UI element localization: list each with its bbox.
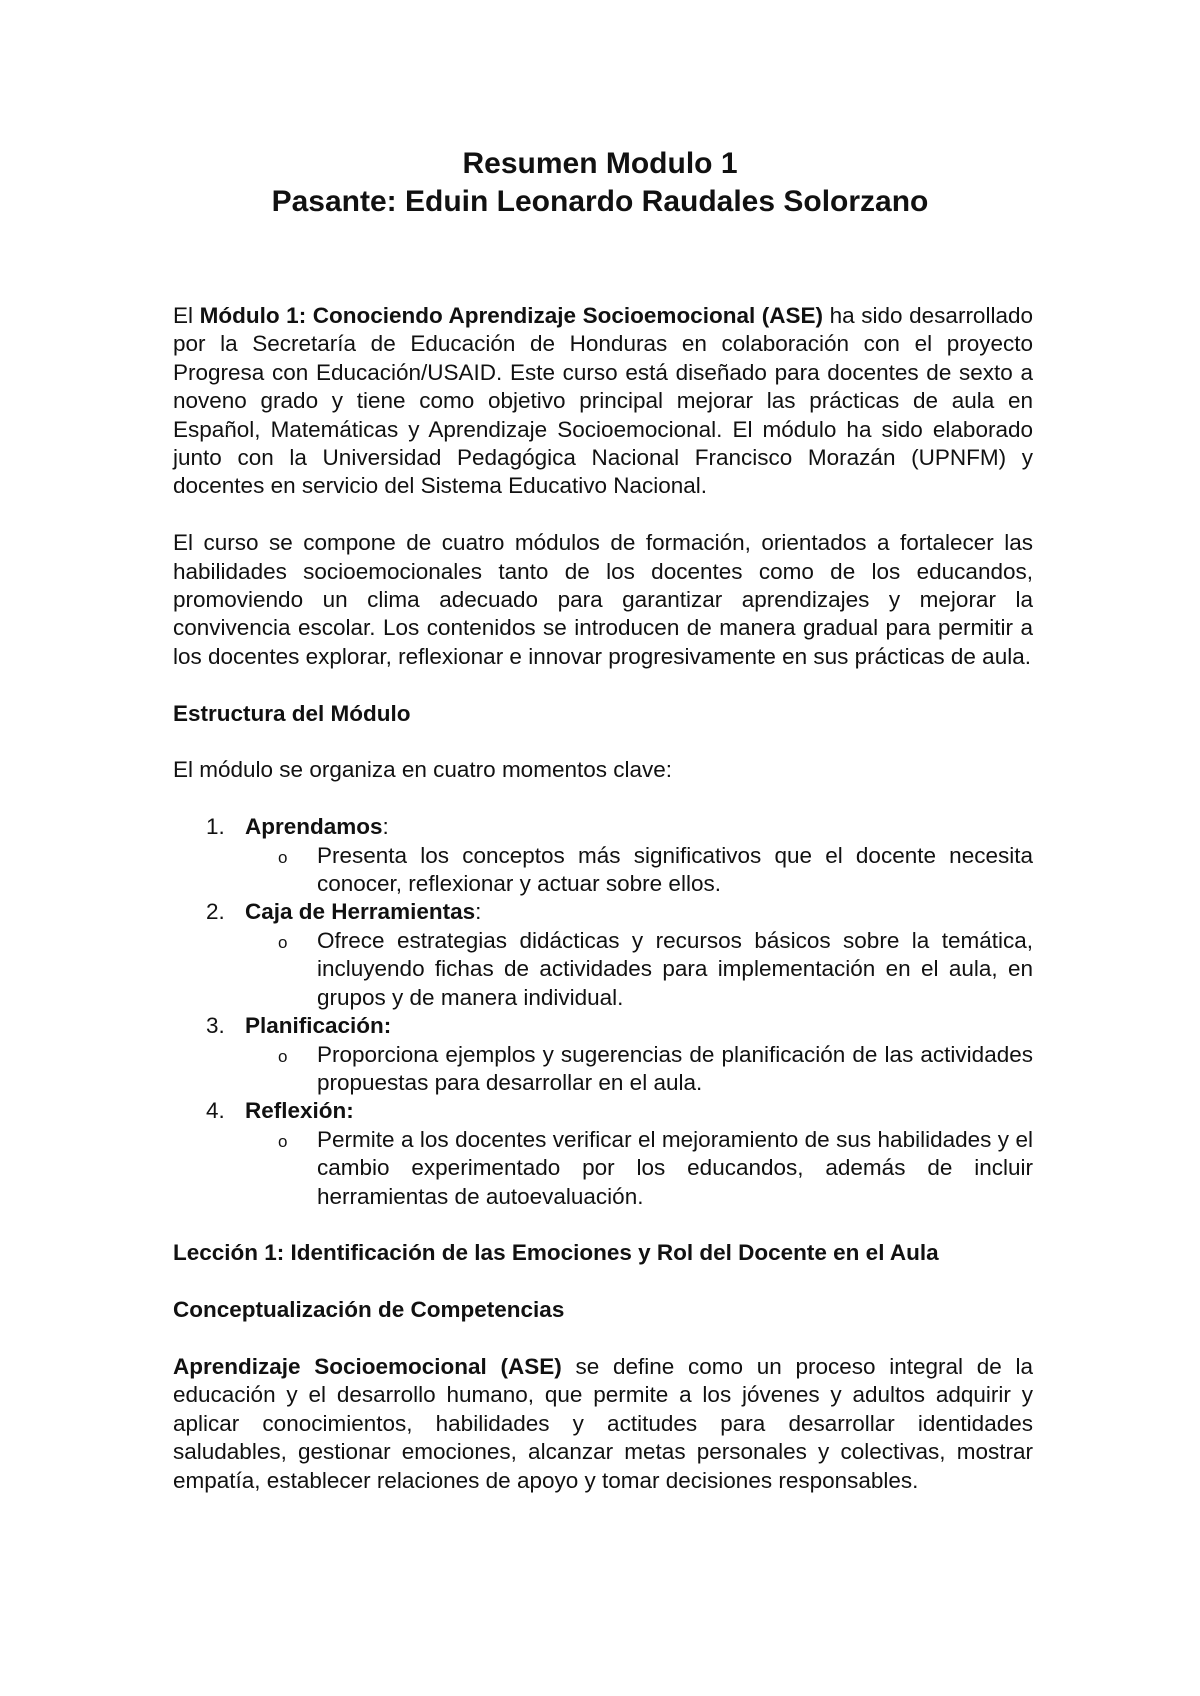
list-item-label: Planificación: [245,1013,392,1039]
list-item [173,1012,1033,1097]
document-title: Resumen Modulo 1 [462,147,738,180]
sub-list-item [245,1126,1033,1211]
sub-list-item-text: Permite a los docentes verificar el mejoramiento de sus habilidades y el cambio experimentado por los educandos, además de incluir herramientas de autoevaluación. [317,1126,1033,1209]
course-paragraph: El curso se compone de cuatro módulos de formación, orientados a fortalecer las habilidades socioemocionales tanto de los docentes como de los educandos, promoviendo un clima adecuado para garantizar aprendizajes y mejorar la convivencia escolar. Los contenidos se introducen de manera gradual para permitir a los docentes explorar, reflexionar e innovar progresivamente en sus prácticas de aula. [173,530,1033,669]
definition-paragraph [173,1353,1033,1495]
competencies-heading: Conceptualización de Competencias [173,1297,565,1323]
list-item-label: Reflexión: [245,1098,354,1124]
intro-lead: El [173,303,200,328]
intro-rest: ha sido desarrollado por la Secretaría de Educación de Honduras en colaboración con el proyecto Progresa con Educación/USAID. Este curso está diseñado para docentes de sexto a noveno grado y tiene como objetivo principal mejorar las prácticas de aula en Español, Matemáticas y Aprendizaje Socioemocional. El módulo ha sido elaborado junto con la Universidad Pedagógica Nacional Francisco Morazán (UPNFM) y docentes en servicio del Sistema Educativo Nacional. [173,303,1033,499]
sub-list-item [245,842,1033,899]
document-subtitle: Pasante: Eduin Leonardo Raudales Solorzano [271,185,929,218]
sub-list-item [245,927,1033,1012]
sub-list-item-text: Presenta los conceptos más significativos que el docente necesita conocer, reflexionar y actuar sobre ellos. [317,842,1033,897]
list-item-label: Aprendamos [245,814,383,840]
circle-bullet-icon: o [278,932,288,952]
intro-module-name: Módulo 1: Conociendo Aprendizaje Socioemocional (ASE) [199,303,824,328]
sub-list-item-text: Proporciona ejemplos y sugerencias de planificación de las actividades propuestas para desarrollar en el aula. [317,1041,1033,1095]
sub-list [245,927,1033,1012]
list-item [173,898,1033,1012]
structure-heading: Estructura del Módulo [173,700,411,726]
list-item [173,813,1033,898]
definition-text: se define como un proceso integral de la educación y el desarrollo humano, que permite a los jóvenes y adultos adquirir y aplicar conocimientos, habilidades y actitudes para desarrollar identidades saludables, gestionar emociones, alcanzar metas personales y colectivas, mostrar empatía, establecer relaciones de apoyo y tomar decisiones responsables. [173,1353,1033,1493]
intro-paragraph [173,302,1033,501]
list-item-number: 3. [206,1013,225,1039]
sub-list [245,1041,1033,1098]
list-item-suffix: : [475,899,482,925]
lesson-heading: Lección 1: Identificación de las Emociones y Rol del Docente en el Aula [173,1240,939,1266]
circle-bullet-icon: o [278,1046,288,1066]
list-item-number: 4. [206,1098,225,1124]
structure-intro: El módulo se organiza en cuatro momentos clave: [173,757,673,783]
list-item-number: 2. [206,899,225,925]
list-item-suffix: : [382,814,389,840]
list-item-number: 1. [206,814,225,840]
circle-bullet-icon: o [278,847,288,867]
list-item [173,1097,1033,1211]
sub-list-item [245,1041,1033,1098]
sub-list-item-text: Ofrece estrategias didácticas y recursos básicos sobre la temática, incluyendo fichas de actividades para implementación en el aula, en grupos y de manera individual. [317,927,1033,1010]
document-body [173,302,1033,1495]
moments-list [173,813,1033,1211]
list-item-label: Caja de Herramientas [245,899,476,925]
circle-bullet-icon: o [278,1131,288,1151]
definition-term: Aprendizaje Socioemocional (ASE) [173,1353,562,1379]
sub-list [245,1126,1033,1211]
sub-list [245,842,1033,899]
